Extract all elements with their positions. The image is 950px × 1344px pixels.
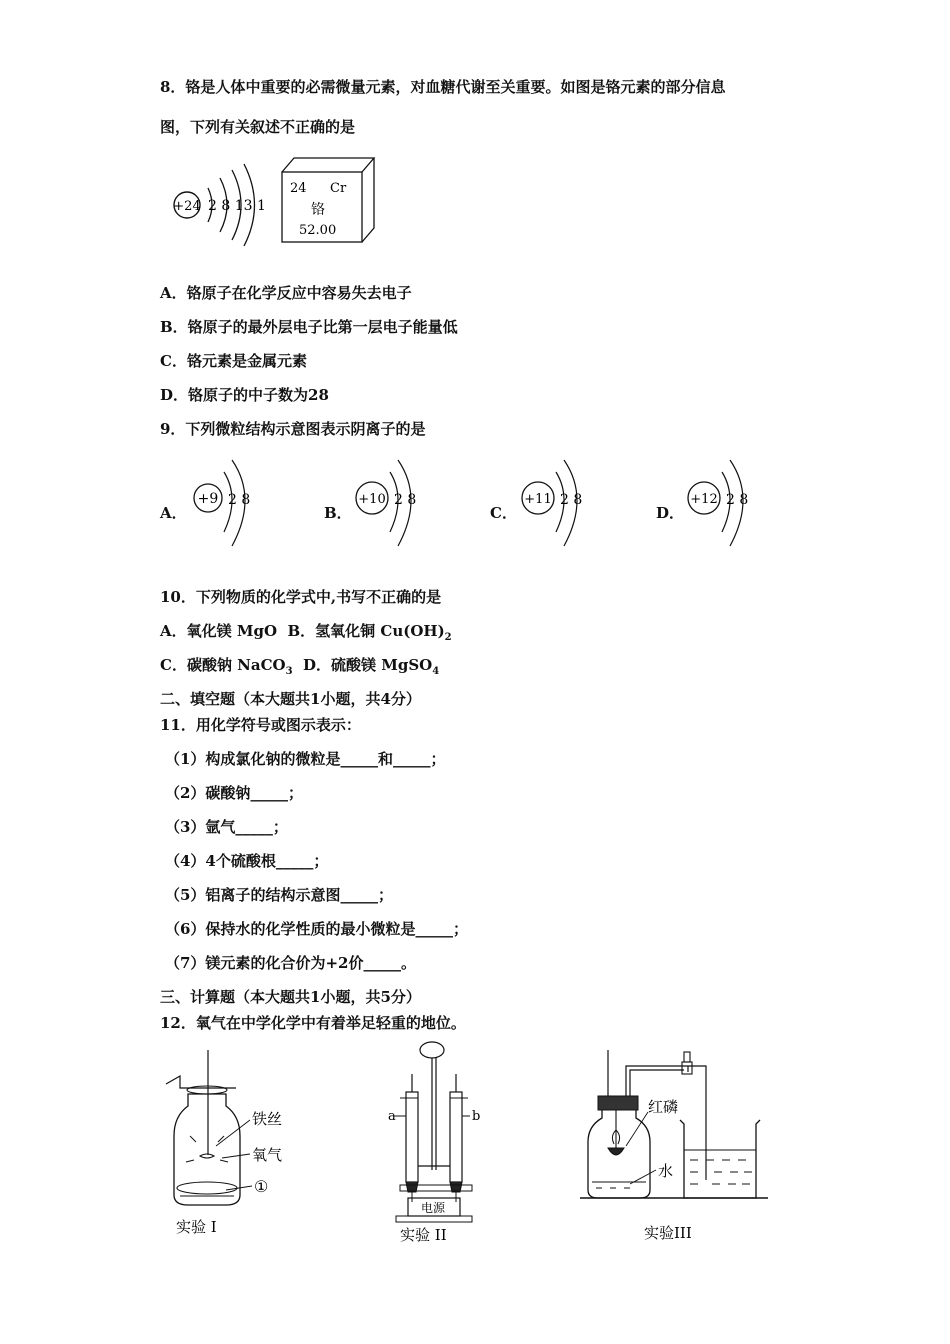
q9-stem: 9．下列微粒结构示意图表示阴离子的是 [160, 420, 426, 438]
q9-shells-b: 2 8 [394, 492, 417, 508]
section-2-heading: 二、填空题（本大题共1小题，共4分） [160, 690, 421, 708]
exp1-wire-label: 铁丝 [252, 1110, 283, 1128]
q9-label-c: C． [490, 504, 517, 522]
exp3-caption: 实验III [644, 1224, 692, 1242]
q9-label-b: B． [324, 504, 352, 522]
q9-nucleus-c: +11 [524, 492, 552, 507]
q10-option-a: A．氧化镁 MgO [160, 622, 278, 640]
q9-label-d: D． [656, 504, 685, 522]
q10-option-b-sub: 2 [444, 632, 452, 643]
q11-item-3: （3）氩气_____； [165, 818, 288, 836]
q11-item-1: （1）构成氯化钠的微粒是_____和_____； [165, 750, 446, 768]
q8-option-c: C．铬元素是金属元素 [160, 352, 307, 370]
q8-option-d: D．铬原子的中子数为28 [160, 386, 329, 404]
q11-item-7: （7）镁元素的化合价为+2价_____。 [165, 954, 416, 972]
q9-diagram-b [352, 452, 432, 552]
q8-stem-line2: 图，下列有关叙述不正确的是 [160, 118, 356, 136]
q9-label-a: A． [160, 504, 187, 522]
experiment-3-figure [580, 1050, 770, 1250]
q11-item-4: （4）4个硫酸根_____； [165, 852, 329, 870]
section-3-heading: 三、计算题（本大题共1小题，共5分） [160, 988, 421, 1006]
q8-option-a: A．铬原子在化学反应中容易失去电子 [160, 284, 412, 302]
q9-diagram-c [518, 452, 598, 552]
q8-stem-line1: 8．铬是人体中重要的必需微量元素，对血糖代谢至关重要。如图是铬元素的部分信息 [160, 78, 726, 96]
q8-option-b: B．铬原子的最外层电子比第一层电子能量低 [160, 318, 458, 336]
exp2-b-label: b [472, 1109, 481, 1124]
experiment-2-figure [380, 1040, 510, 1255]
chromium-symbol: Cr [330, 181, 347, 196]
q10-option-d-sub: 4 [432, 666, 440, 677]
q9-nucleus-a: +9 [197, 491, 219, 507]
q11-item-2: （2）碳酸钠_____； [165, 784, 303, 802]
q9-diagram-d [684, 452, 764, 552]
chromium-figure [160, 150, 390, 250]
chromium-element-tile [282, 158, 374, 242]
q12-stem: 12．氧气在中学化学中有着举足轻重的地位。 [160, 1014, 466, 1032]
q9-shells-a: 2 8 [228, 492, 251, 508]
q10-row1 [160, 620, 452, 643]
chromium-name: 铬 [311, 202, 325, 218]
exp3-water-label: 水 [658, 1162, 674, 1180]
chromium-mass: 52.00 [299, 223, 337, 238]
q9-shells-c: 2 8 [560, 492, 583, 508]
experiment-1-figure [160, 1050, 340, 1250]
chromium-number: 24 [290, 181, 307, 196]
exp2-a-label: a [388, 1109, 396, 1124]
chromium-shells: 2 8 13 1 [208, 198, 266, 214]
q10-option-c: C．碳酸钠 NaCO [160, 656, 286, 674]
exp2-power-label: 电源 [421, 1201, 446, 1215]
exp1-caption: 实验 I [176, 1218, 217, 1236]
exp2-caption: 实验 II [400, 1226, 447, 1244]
exp1-mark-label: ① [254, 1177, 269, 1196]
q11-item-6: （6）保持水的化学性质的最小微粒是_____； [165, 920, 468, 938]
q11-item-5: （5）铝离子的结构示意图_____； [165, 886, 393, 904]
q11-stem: 11．用化学符号或图示表示： [160, 716, 361, 734]
chromium-nucleus: +24 [173, 199, 201, 214]
q9-diagram-a [188, 452, 268, 552]
q10-stem: 10．下列物质的化学式中,书写不正确的是 [160, 588, 442, 606]
q9-shells-d: 2 8 [726, 492, 749, 508]
q10-option-d: D．硫酸镁 MgSO [303, 656, 433, 674]
q10-row2 [160, 654, 439, 677]
q10-option-c-sub: 3 [285, 666, 293, 677]
chromium-atom-diagram [173, 164, 266, 246]
exp3-phosphorus-label: 红磷 [648, 1098, 679, 1116]
q9-nucleus-b: +10 [358, 492, 386, 507]
q10-option-b: B．氢氧化铜 Cu(OH) [287, 622, 445, 640]
exp1-gas-label: 氧气 [252, 1146, 283, 1164]
q9-nucleus-d: +12 [690, 492, 718, 507]
